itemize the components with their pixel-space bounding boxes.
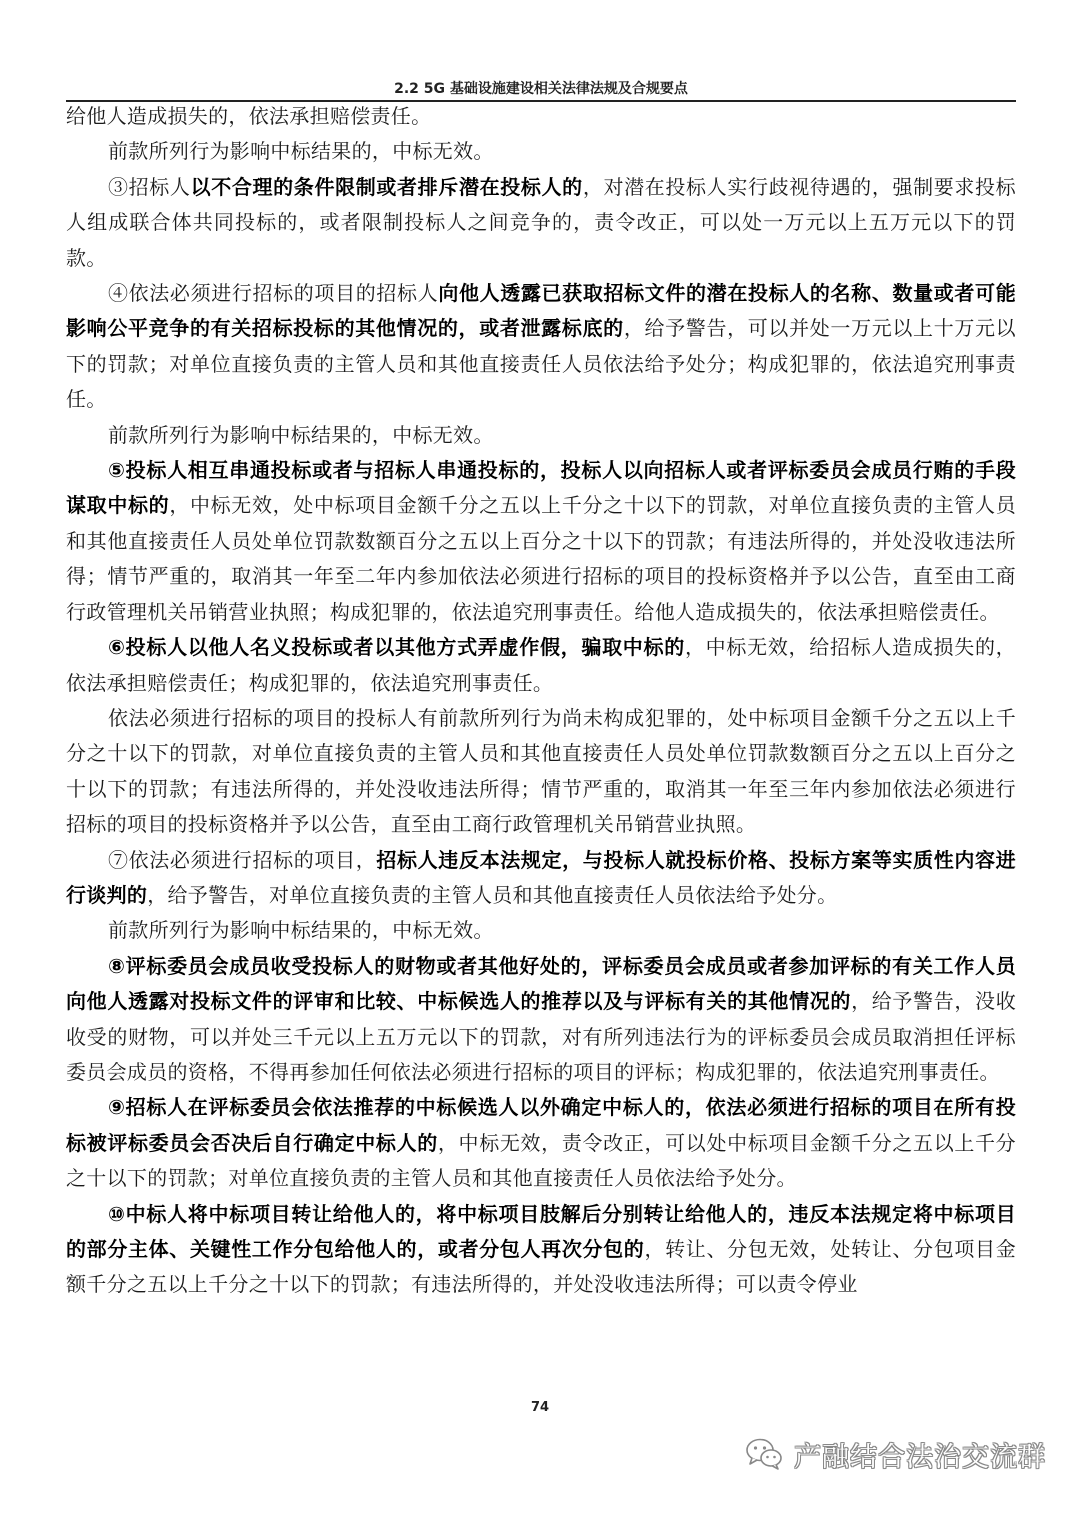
paragraph [66,843,1016,914]
paragraph [66,170,1016,276]
text-run: ，对潜在投标人实行歧视待遇的，强制要求投标人组成联合体共同投标的，或者限制投标人之间竞争的，责令改正，可以处一万元以上五万元以下的罚款。 [66,174,1016,270]
text-run: ，中标无效，责令改正，可以处中标项目金额千分之五以上千分之十以下的罚款；对单位直接负责的主管人员和其他直接责任人员依法给予处分。 [66,1130,1016,1191]
text-run: ，中标无效，处中标项目金额千分之五以上千分之十以下的罚款，对单位直接负责的主管人员和其他直接责任人员处单位罚款数额百分之五以上百分之十以下的罚款；有违法所得的，并处没收违法所得；情节严重的，取消其一年至二年内参加依法必须进行招标的项目的投标资格并予以公告，直至由工商行政管理机关吊销营业执照；构成犯罪的，依法追究刑事责任。给他人造成损失的，依法承担赔偿责任。 [66,493,1017,624]
paragraph [66,1090,1016,1196]
bold-text-run: 招标人违反本法规定，与投标人就投标价格、投标方案等实质性内容进行谈判的 [66,847,1016,907]
text-run: ，给予警告，对单位直接负责的主管人员和其他直接责任人员依法给予处分。 [147,882,838,907]
wechat-icon [744,1436,784,1472]
bold-text-run: ⑧评标委员会成员收受投标人的财物或者其他好处的，评标委员会成员或者参加评标的有关工作人员向他人透露对投标文件的评审和比较、中标候选人的推荐以及与评标有关的其他情况的 [66,953,1016,1014]
paragraph [66,949,1016,1091]
watermark [744,1432,1046,1476]
bold-text-run: 以不合理的条件限制或者排斥潜在投标人的 [190,174,583,199]
paragraph [66,701,1016,843]
text-run: ⑦依法必须进行招标的项目， [108,847,377,872]
text-run: ，给予警告，可以并处一万元以上十万元以下的罚款；对单位直接负责的主管人员和其他直接责任人员依法给予处分；构成犯罪的，依法追究刑事责任。 [66,316,1016,412]
watermark-text: 产融结合法治交流群 [794,1441,1046,1473]
paragraph [66,418,1016,453]
text-run: 前款所列行为影响中标结果的，中标无效。 [108,918,494,943]
text-run: ③招标人 [108,174,191,199]
text-run: ，给予警告，没收收受的财物，可以并处三千元以上五万元以下的罚款，对有所列违法行为的评标委员会成员取消担任评标委员会成员的资格，不得再参加任何依法必须进行招标的项目的评标；构成犯罪的，依法追究刑事责任。 [66,989,1016,1084]
text-run: 前款所列行为影响中标结果的，中标无效。 [108,422,494,447]
text-run: 前款所列行为影响中标结果的，中标无效。 [108,139,494,164]
bold-text-run: ⑩中标人将中标项目转让给他人的，将中标项目肢解后分别转让给他人的，违反本法规定将中标项目的部分主体、关键性工作分包给他人的，或者分包人再次分包的 [66,1201,1016,1261]
running-header: 2.2 5G 基础设施建设相关法律法规及合规要点 [394,81,688,97]
text-run: 给他人造成损失的，依法承担赔偿责任。 [66,104,432,128]
page-number: 74 [530,1400,550,1415]
bold-text-run: ⑥投标人以他人名义投标或者以其他方式弄虚作假，骗取中标的 [108,635,685,660]
paragraph [66,99,1016,134]
paragraph [66,630,1016,701]
text-run: ，转让、分包无效，处转让、分包项目金额千分之五以上千分之十以下的罚款；有违法所得的，并处没收违法所得；可以责令停业 [66,1237,1016,1297]
text-run: ，中标无效，给招标人造成损失的，依法承担赔偿责任；构成犯罪的，依法追究刑事责任。 [66,635,1016,695]
paragraph [66,913,1016,948]
bold-text-run: 向他人透露已获取招标文件的潜在投标人的名称、数量或者可能影响公平竞争的有关招标投标的其他情况的，或者泄露标底的 [66,281,1016,341]
paragraph [66,453,1016,630]
text-run: ④依法必须进行招标的项目的招标人 [108,281,439,306]
bold-text-run: ⑨招标人在评标委员会依法推荐的中标候选人以外确定中标人的，依法必须进行招标的项目在所有投标被评标委员会否决后自行确定中标人的 [66,1095,1016,1155]
document-body [66,99,1016,1303]
bold-text-run: ⑤投标人相互串通投标或者与招标人串通投标的，投标人以向招标人或者评标委员会成员行贿的手段谋取中标的 [66,458,1016,518]
text-run: 依法必须进行招标的项目的投标人有前款所列行为尚未构成犯罪的，处中标项目金额千分之五以上千分之十以下的罚款，对单位直接负责的主管人员和其他直接责任人员处单位罚款数额百分之五以上百分之十以下的罚款；有违法所得的，并处没收违法所得；情节严重的，取消其一年至三年内参加依法必须进行招标的项目的投标资格并予以公告，直至由工商行政管理机关吊销营业执照。 [66,705,1016,837]
paragraph [66,276,1016,418]
paragraph [66,1197,1016,1303]
paragraph [66,134,1016,169]
